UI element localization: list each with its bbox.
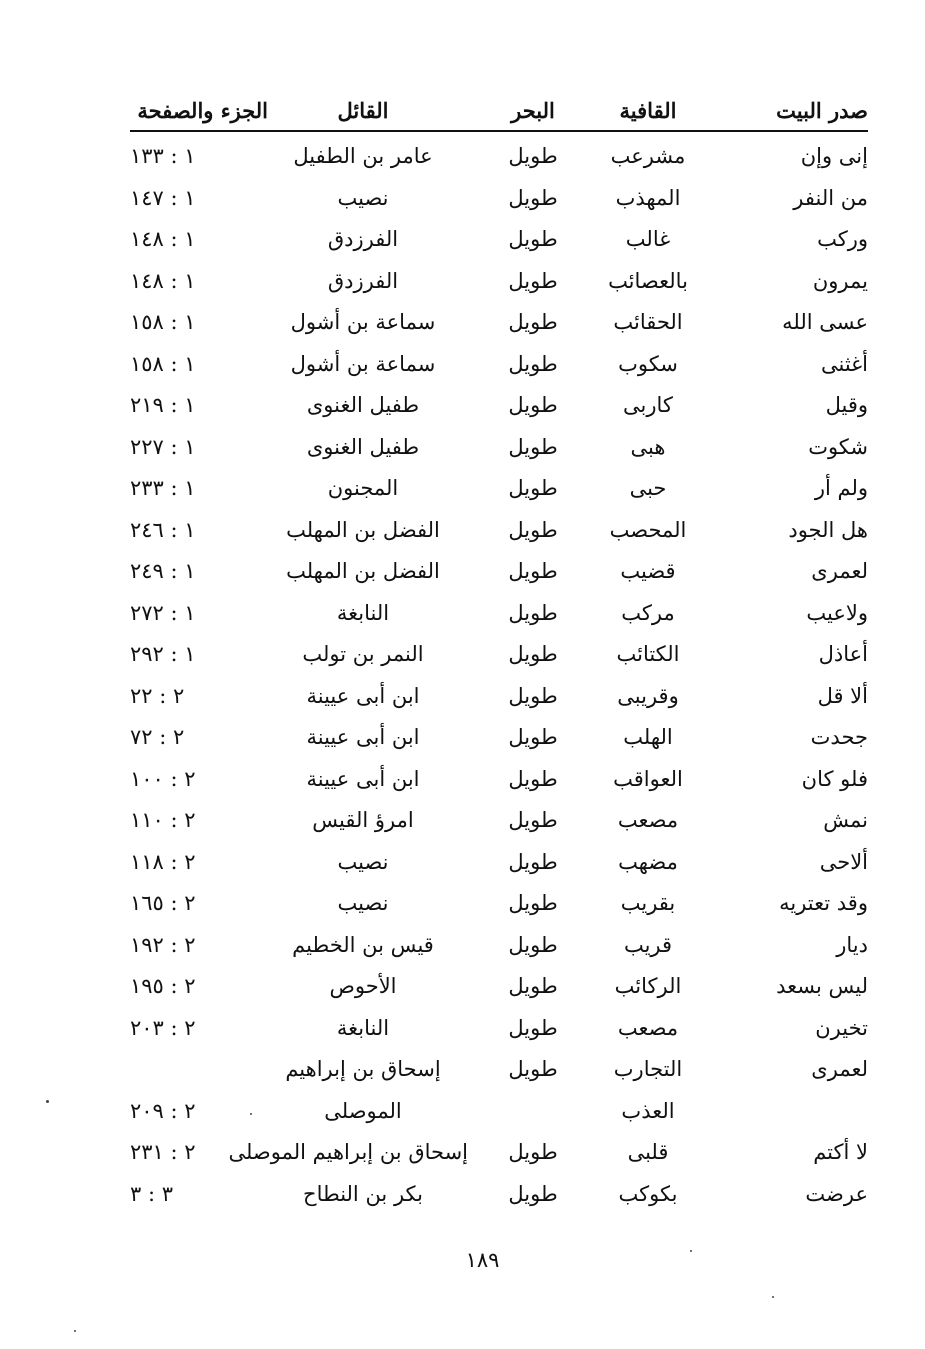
scan-speck: [772, 1296, 774, 1298]
volume-page-cell: ٢ : ١٦٥: [130, 891, 196, 915]
meter-cell: طويل: [508, 725, 558, 749]
table-row: [130, 672, 868, 714]
rhyme-cell: بقريب: [620, 891, 676, 915]
poet-cell: الفرزدق: [327, 227, 399, 251]
table-header-row: [130, 92, 868, 132]
poet-cell: الفرزدق: [327, 268, 399, 293]
meter-cell: طويل: [508, 351, 558, 376]
table-row: [130, 340, 868, 382]
table-row: [130, 879, 868, 921]
table-row: [130, 464, 868, 506]
verse-opening-cell: ألاحى: [819, 849, 868, 874]
rhyme-cell: العذب: [621, 1098, 675, 1123]
table-row: [130, 174, 868, 216]
rhyme-cell: وقريبى: [617, 683, 679, 708]
meter-cell: طويل: [508, 185, 558, 210]
meter-cell: طويل: [508, 559, 558, 583]
poet-cell: نصيب: [337, 849, 389, 874]
meter-cell: طويل: [508, 1181, 558, 1206]
rhyme-cell: المحصب: [609, 517, 687, 542]
table-row: [130, 962, 868, 1004]
scan-speck: [74, 1330, 76, 1332]
meter-cell: طويل: [508, 1057, 558, 1081]
rhyme-cell: مضهب: [618, 849, 678, 874]
table-row: [130, 298, 868, 340]
volume-page-cell: ٢ : ١٩٢: [130, 932, 196, 957]
rhyme-cell: غالب: [625, 227, 671, 251]
poet-cell: سماعة بن أشول: [290, 351, 436, 376]
meter-cell: طويل: [508, 932, 558, 957]
poetry-index-table: [130, 92, 868, 1211]
volume-page-cell: ١ : ١٤٨: [130, 268, 196, 293]
page-number: ١٨٩: [465, 1248, 500, 1272]
volume-page-cell: ١ : ١٤٨: [130, 227, 196, 251]
header-poet: القائل: [337, 98, 389, 123]
meter-cell: طويل: [508, 891, 558, 915]
rhyme-cell: التجارب: [613, 1057, 683, 1081]
poet-cell: الموصلى: [324, 1098, 402, 1123]
table-row: [130, 838, 868, 880]
volume-page-cell: ١ : ٢٢٧: [130, 434, 196, 459]
poet-cell: النمر بن تولب: [302, 642, 424, 666]
verse-opening-cell: جحدت: [810, 725, 868, 749]
scan-speck: [690, 1250, 692, 1252]
poet-cell: ابن أبى عيينة: [306, 766, 420, 791]
meter-cell: طويل: [508, 600, 558, 625]
verse-opening-cell: أعاذل: [818, 642, 868, 666]
volume-page-cell: ١ : ١٤٧: [130, 185, 196, 210]
poet-cell: المجنون: [327, 476, 399, 500]
meter-cell: طويل: [508, 642, 558, 666]
rhyme-cell: هبى: [630, 434, 666, 459]
table-row: [130, 547, 868, 589]
poet-cell: النابغة: [336, 1015, 390, 1040]
rhyme-cell: الهلب: [623, 725, 673, 749]
verse-opening-cell: تخيرن: [815, 1015, 868, 1040]
verse-opening-cell: لعمرى: [811, 1057, 868, 1081]
rhyme-cell: مصعب: [617, 1015, 679, 1040]
verse-opening-cell: ديار: [836, 932, 868, 957]
volume-page-cell: ٣ : ٣: [130, 1181, 173, 1206]
rhyme-cell: قريب: [623, 932, 673, 957]
rhyme-cell: قلبى: [627, 1140, 669, 1164]
rhyme-cell: مركب: [621, 600, 675, 625]
table-row: [130, 589, 868, 631]
verse-opening-cell: ليس بسعد: [776, 974, 868, 998]
table-row: [130, 1004, 868, 1046]
poet-cell: قيس بن الخطيم: [292, 932, 434, 957]
verse-opening-cell: عسى الله: [782, 310, 868, 334]
volume-page-cell: ١ : ٢١٩: [130, 393, 196, 417]
verse-opening-cell: أغثنى: [821, 351, 868, 376]
verse-opening-cell: ولم أر: [814, 476, 868, 500]
table-row: [130, 215, 868, 257]
volume-page-cell: ٢ : ٢٢: [130, 683, 185, 708]
volume-page-cell: ٢ : ٢٣١: [130, 1140, 196, 1164]
poet-cell: نصيب: [337, 185, 389, 210]
meter-cell: طويل: [508, 766, 558, 791]
meter-cell: طويل: [508, 434, 558, 459]
volume-page-cell: ١ : ٢٤٩: [130, 559, 196, 583]
verse-opening-cell: وركب: [817, 227, 868, 251]
meter-cell: طويل: [508, 268, 558, 293]
volume-page-cell: ٢ : ١٠٠: [130, 766, 196, 791]
meter-cell: طويل: [508, 683, 558, 708]
verse-opening-cell: يمرون: [812, 268, 868, 293]
poet-cell: سماعة بن أشول: [290, 310, 436, 334]
header-rhyme: القافية: [619, 98, 677, 123]
table-row: [130, 1170, 868, 1212]
rhyme-cell: كاربى: [623, 393, 673, 417]
poet-cell: عامر بن الطفيل: [293, 144, 433, 168]
poet-cell: النابغة: [336, 600, 390, 625]
rhyme-cell: قضيب: [620, 559, 676, 583]
verse-opening-cell: لا أكتم: [813, 1140, 868, 1164]
table-row: [130, 1128, 868, 1170]
poet-cell: امرؤ القيس: [312, 808, 414, 832]
table-row: [130, 423, 868, 465]
table-row: [130, 755, 868, 797]
verse-opening-cell: لعمرى: [811, 559, 868, 583]
rhyme-cell: بالعصائب: [608, 268, 688, 293]
table-row: [130, 630, 868, 672]
verse-opening-cell: وقيل: [825, 393, 868, 417]
scan-speck: [46, 1100, 49, 1103]
rhyme-cell: الركائب: [614, 974, 682, 998]
table-body: [130, 132, 868, 1211]
meter-cell: طويل: [508, 227, 558, 251]
volume-page-cell: ١ : ١٣٣: [130, 144, 196, 168]
rhyme-cell: حبى: [629, 476, 667, 500]
rhyme-cell: بكوكب: [618, 1181, 678, 1206]
verse-opening-cell: شكوت: [808, 434, 868, 459]
rhyme-cell: المهذب: [615, 185, 681, 210]
meter-cell: طويل: [508, 808, 558, 832]
meter-cell: طويل: [508, 310, 558, 334]
poet-cell: إسحاق بن إبراهيم الموصلى: [228, 1140, 468, 1164]
table-row: [130, 132, 868, 174]
volume-page-cell: ١ : ٢٤٦: [130, 517, 196, 542]
volume-page-cell: ٢ : ١٩٥: [130, 974, 196, 998]
meter-cell: طويل: [508, 1015, 558, 1040]
volume-page-cell: ١ : ١٥٨: [130, 310, 196, 334]
rhyme-cell: العواقب: [613, 766, 683, 791]
poet-cell: بكر بن النطاح: [303, 1181, 423, 1206]
poet-cell: ابن أبى عيينة: [306, 683, 420, 708]
verse-opening-cell: هل الجود: [788, 517, 868, 542]
table-row: [130, 1087, 868, 1129]
volume-page-cell: ٢ : ١١٨: [130, 849, 196, 874]
verse-opening-cell: ألا قل: [817, 683, 868, 708]
meter-cell: طويل: [508, 393, 558, 417]
meter-cell: طويل: [508, 1140, 558, 1164]
table-row: [130, 381, 868, 423]
meter-cell: طويل: [508, 144, 558, 168]
verse-opening-cell: نمش: [823, 808, 868, 832]
meter-cell: طويل: [508, 974, 558, 998]
poet-cell: ابن أبى عيينة: [306, 725, 420, 749]
meter-cell: طويل: [508, 476, 558, 500]
table-row: [130, 921, 868, 963]
table-row: [130, 1045, 868, 1087]
poet-cell: الأحوص: [329, 974, 397, 998]
rhyme-cell: الحقائب: [613, 310, 683, 334]
poet-cell: نصيب: [337, 891, 389, 915]
meter-cell: طويل: [508, 849, 558, 874]
poet-cell: طفيل الغنوى: [306, 434, 420, 459]
table-row: [130, 713, 868, 755]
rhyme-cell: مصعب: [617, 808, 679, 832]
verse-opening-cell: وقد تعتريه: [779, 891, 868, 915]
scan-speck: [250, 1113, 252, 1115]
volume-page-cell: ٢ : ٧٢: [130, 725, 185, 749]
volume-page-cell: ٢ : ٢٠٣: [130, 1015, 196, 1040]
poet-cell: إسحاق بن إبراهيم: [285, 1057, 441, 1081]
rhyme-cell: الكتائب: [616, 642, 680, 666]
rhyme-cell: سكوب: [618, 351, 678, 376]
verse-opening-cell: فلو كان: [801, 766, 868, 791]
volume-page-cell: ٢ : ٢٠٩: [130, 1098, 196, 1123]
poet-cell: الفضل بن المهلب: [286, 517, 440, 542]
meter-cell: طويل: [508, 517, 558, 542]
table-row: [130, 796, 868, 838]
rhyme-cell: مشرعب: [610, 144, 686, 168]
volume-page-cell: ١ : ٢٣٣: [130, 476, 196, 500]
header-volume-page: الجزء والصفحة: [137, 98, 268, 123]
table-row: [130, 506, 868, 548]
verse-opening-cell: إنى وإن: [800, 144, 868, 168]
verse-opening-cell: عرضت: [805, 1181, 868, 1206]
volume-page-cell: ١ : ٢٧٢: [130, 600, 196, 625]
table-row: [130, 257, 868, 299]
header-verse-opening: صدر البيت: [776, 98, 868, 123]
volume-page-cell: ١ : ١٥٨: [130, 351, 196, 376]
verse-opening-cell: من النفر: [793, 185, 868, 210]
volume-page-cell: ١ : ٢٩٢: [130, 642, 196, 666]
poet-cell: الفضل بن المهلب: [286, 559, 440, 583]
header-meter: البحر: [511, 98, 555, 123]
verse-opening-cell: ولاعيب: [806, 600, 868, 625]
poet-cell: طفيل الغنوى: [306, 393, 420, 417]
volume-page-cell: ٢ : ١١٠: [130, 808, 196, 832]
